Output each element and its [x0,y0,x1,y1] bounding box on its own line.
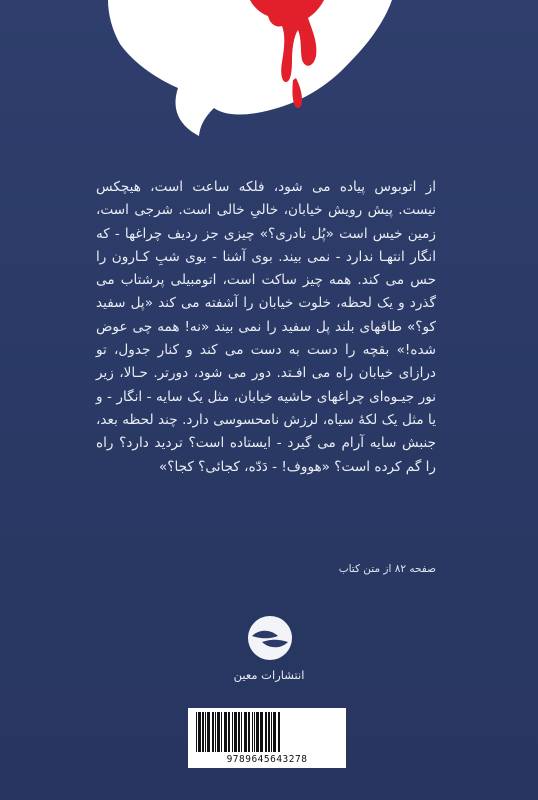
white-bird-illustration [0,0,538,150]
publisher-name: انتشارات معین [233,668,305,682]
barcode-bar [265,712,267,752]
excerpt-source-note: صفحه ۸۲ از متن کتاب [338,563,436,575]
barcode-bar [198,712,201,752]
barcode-bar [271,712,272,752]
barcode-bar [207,712,210,752]
barcode-bar [278,712,280,752]
barcode-bar [224,712,227,752]
barcode-bar [238,712,240,752]
barcode-bar [202,712,204,752]
barcode-bar [234,712,237,752]
barcode-bar [212,712,214,752]
back-cover-text [96,176,436,479]
barcode-bar [241,712,242,752]
barcode [194,712,340,752]
barcode-bar [273,712,276,752]
barcode-bar [221,712,222,752]
barcode-bar [252,712,253,752]
publisher-logo-icon [246,614,294,662]
isbn-number: 9789645643278 [226,754,308,765]
barcode-bar [256,712,259,752]
barcode-bar [260,712,263,752]
barcode-bar [215,712,216,752]
barcode-bar [232,712,233,752]
excerpt-paragraph: از اتوبوس پیاده می شود، فلکه ساعت است، هیچکس نیست. پیش رویش خیابان، خالیِ خالی است. شرجی است، زمین خیس است «پُل نادری؟» چیزی جز ردیف چراغها - که انگار انتهـا ندارد - نمی بیند. بوی آشنا - بوی شبِ کـارون را حس می کند. همه چیز ساکت است، اتومبیلی پرشتاب می گذرد و یک لحظه، خلوت خیابان را آشفته می کند «پل سفید کو؟» طاقهای بلند پل سفید را نمی بیند «نه! همه چی عوض شده!» بقچه را دست به دست می کند و کنار جدول، تو درازای خیابان راه می افـتد. دور می شود، دورتر. حـالا، زیر نور جیـوه‌ای چراغهای حاشیه خیابان، مثل یک سایه - انگار - و یا مثل یک لکهٔ سیاه، لرزش نامحسوسی دارد. چند لحظه بعد، جنبش سایه آرام می گیرد - ایستاده است؟ تردید دارد؟ راه را گم کرده است؟ «هووف! - دَدّه، کجائی؟ کجا؟» [96,179,436,475]
barcode-bar [254,712,255,752]
barcode-bar [217,712,220,752]
white-bird-shape [108,0,392,136]
barcode-bar [244,712,247,752]
barcode-bar [205,712,206,752]
barcode-bar [268,712,270,752]
barcode-bar [228,712,230,752]
barcode-bar [248,712,250,752]
barcode-label [188,708,346,768]
barcode-bar [196,712,197,752]
